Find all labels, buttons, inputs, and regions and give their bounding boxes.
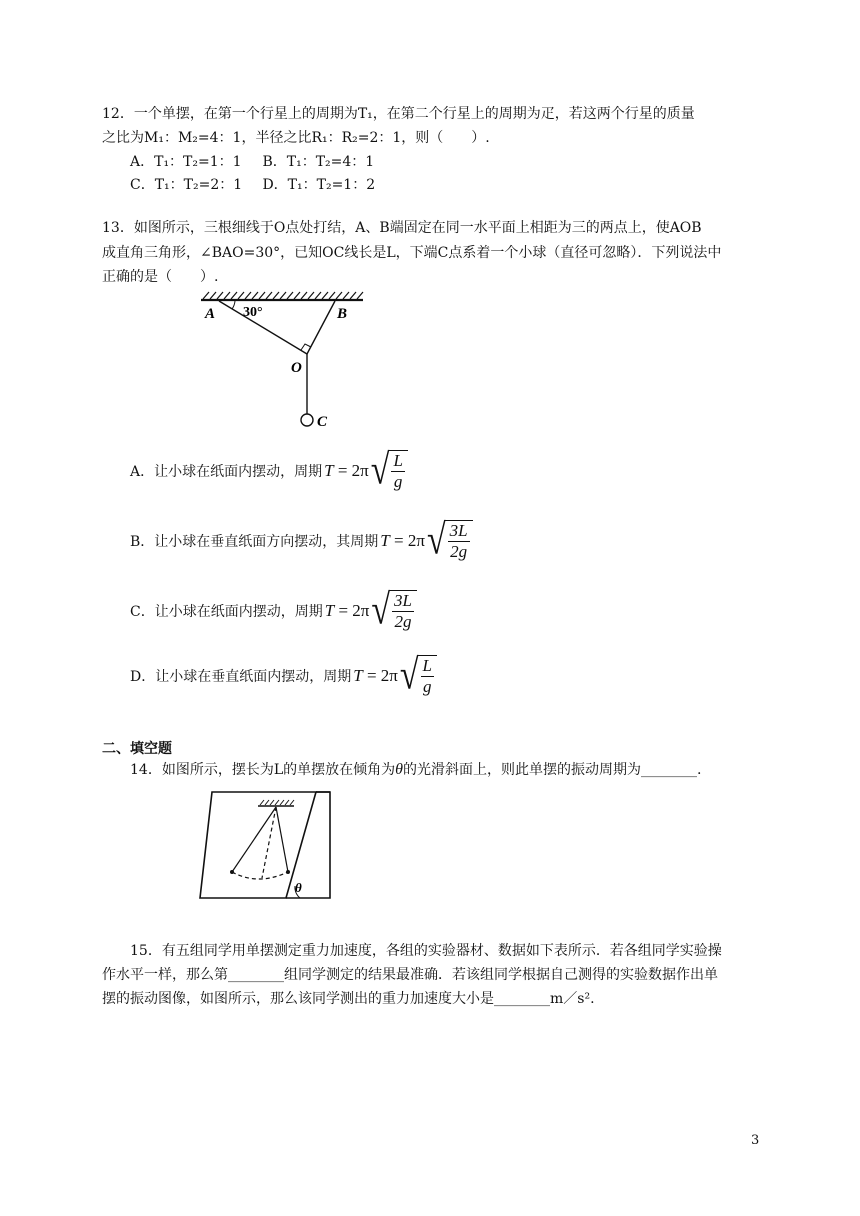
q12-line1: 12．一个单摆，在第一个行星上的周期为T₁，在第二个行星上的周期为疋，若这两个行星的质量 bbox=[102, 106, 695, 122]
q12-option-c: C．T₁：T₂=2：1 bbox=[130, 177, 243, 193]
q13-option-c bbox=[130, 587, 417, 634]
fraction bbox=[388, 450, 407, 492]
numerator: L bbox=[393, 451, 403, 470]
q12-line2: 之比为M₁：M₂=4：1，半径之比R₁：R₂=2：1，则（ ）. bbox=[102, 130, 490, 146]
formula-period bbox=[380, 517, 472, 564]
formula-t: T bbox=[324, 601, 335, 620]
q13-option-a-text: A．让小球在纸面内摆动，周期 bbox=[130, 464, 323, 480]
q12-option-d: D．T₁：T₂=1：2 bbox=[262, 177, 376, 193]
q13-figure bbox=[195, 288, 370, 433]
sqrt: √ $\frac{L}{g}$ bbox=[400, 655, 437, 697]
ceiling-hatching bbox=[203, 292, 363, 299]
q14-text-post: 的光滑斜面上，则此单摆的振动周期为________. bbox=[402, 762, 702, 778]
fraction bbox=[389, 590, 417, 632]
q13-line2: 成直角三角形，∠BAO=30°，已知OC线长是L，下端C点系着一个小球（直径可忽略）．下列说法中 bbox=[102, 245, 722, 261]
q12-options-row1 bbox=[130, 151, 374, 173]
section-title: 二、填空题 bbox=[102, 741, 172, 757]
label-c: C bbox=[317, 414, 328, 430]
theta-label: θ bbox=[295, 880, 302, 895]
q13-option-d-text: D．让小球在垂直纸面内摆动，周期 bbox=[130, 669, 352, 685]
q13-option-d bbox=[130, 652, 437, 699]
q15-line1: 15．有五组同学用单摆测定重力加速度，各组的实验器材、数据如下表所示．若各组同学实验操 bbox=[130, 943, 722, 959]
formula-period bbox=[324, 447, 408, 494]
denominator: g bbox=[423, 677, 432, 696]
label-a: A bbox=[205, 306, 216, 322]
label-angle: 30° bbox=[243, 305, 263, 320]
q12-options-row2 bbox=[130, 174, 375, 196]
numerator: 3L bbox=[449, 521, 468, 540]
formula-t: T bbox=[324, 461, 334, 480]
string-bo bbox=[307, 301, 335, 354]
pendulum-ball bbox=[301, 414, 313, 426]
q13-option-c-text: C．让小球在纸面内摆动，周期 bbox=[130, 604, 323, 620]
fraction bbox=[418, 655, 437, 697]
numerator: L bbox=[422, 656, 433, 675]
formula-eq: = 2π bbox=[394, 531, 425, 550]
bob-left bbox=[230, 870, 234, 874]
formula-period bbox=[353, 652, 437, 699]
q13-option-b-text: B．让小球在垂直纸面方向摆动，其周期 bbox=[130, 534, 379, 550]
q14-text-pre: 14．如图所示，摆长为L的单摆放在倾角为 bbox=[130, 762, 396, 778]
denominator: g bbox=[393, 472, 403, 491]
numerator: 3L bbox=[394, 591, 412, 610]
formula-eq: = 2π bbox=[338, 601, 370, 620]
q12-option-a: A．T₁：T₂=1：1 bbox=[130, 154, 242, 170]
fraction bbox=[445, 520, 473, 562]
q13-line3: 正确的是（ ）. bbox=[102, 269, 219, 285]
q14-line bbox=[130, 759, 701, 781]
q13-option-a bbox=[130, 447, 408, 494]
bob-right bbox=[286, 870, 290, 874]
q15-line3: 摆的振动图像，如图所示，那么该同学测出的重力加速度大小是________m／s². bbox=[102, 991, 595, 1007]
denominator: 2g bbox=[450, 542, 468, 561]
q13-option-b bbox=[130, 517, 473, 564]
q13-line1: 13．如图所示，三根细线于O点处打结，A、B端固定在同一水平面上相距为三的两点上，使AOB bbox=[102, 220, 702, 236]
formula-t: T bbox=[353, 666, 363, 685]
sqrt: √ $\frac{3L}{2g}$ bbox=[427, 520, 473, 562]
q15-line2: 作水平一样，那么第________组同学测定的结果最准确．若该组同学根据自己测得的实验数据作出单 bbox=[102, 967, 718, 983]
label-o: O bbox=[291, 360, 302, 376]
angle-arc bbox=[232, 301, 235, 309]
formula-eq: = 2π bbox=[337, 461, 369, 480]
sqrt: √ $\frac{3L}{2g}$ bbox=[371, 590, 417, 632]
formula-period bbox=[324, 587, 417, 634]
q14-figure bbox=[196, 786, 336, 906]
formula-t: T bbox=[380, 531, 390, 550]
denominator: 2g bbox=[394, 612, 412, 631]
page-number: 3 bbox=[751, 1133, 760, 1148]
label-b: B bbox=[337, 306, 348, 322]
sqrt: √ $\frac{L}{g}$ bbox=[371, 450, 408, 492]
q14-theta: θ bbox=[395, 761, 403, 778]
formula-eq: = 2π bbox=[366, 666, 398, 685]
q12-option-b: B．T₁：T₂=4：1 bbox=[262, 154, 375, 170]
